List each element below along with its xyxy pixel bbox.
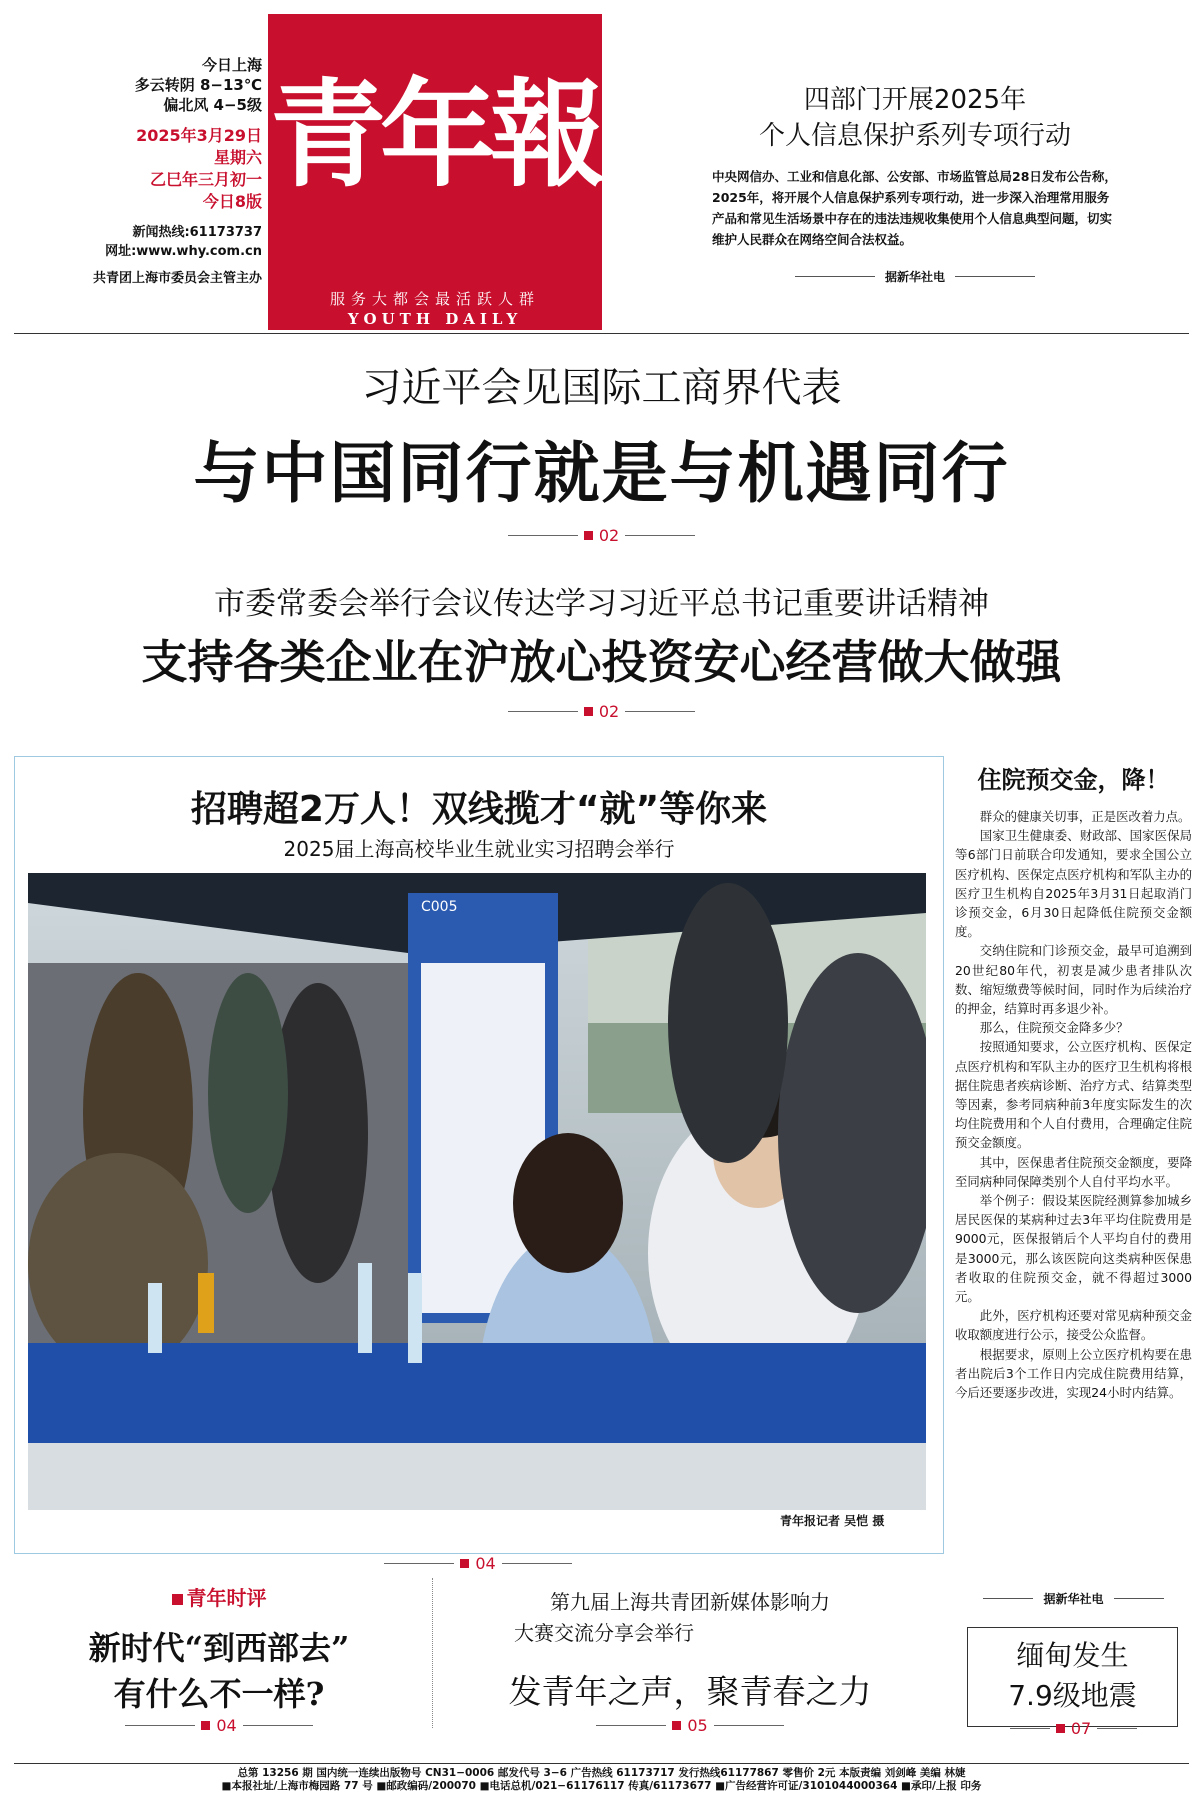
lead-subhead: 习近平会见国际工商界代表 bbox=[361, 365, 842, 411]
weather-city: 今日上海 bbox=[201, 56, 262, 74]
commentary-title-2[interactable]: 有什么不一样? bbox=[113, 1675, 325, 1713]
commentary-column-name: 青年时评 bbox=[186, 1586, 267, 1610]
photo-story-headline[interactable]: 招聘超2万人！双线揽才“就”等你来 bbox=[190, 789, 768, 830]
lunar-date: 乙巳年三月初一 bbox=[149, 170, 262, 189]
sidebar-paragraph: 交纳住院和门诊预交金，最早可追溯到20世纪80年代，初衷是减少患者排队次数、缩短缴费等候时间，同时作为后续治疗的押金，结算时再多退少补。 bbox=[955, 943, 1192, 1017]
sidebar-body bbox=[955, 807, 1192, 1402]
photo-credit: 青年报记者 吴恺 摄 bbox=[780, 1514, 885, 1528]
second-page-ref[interactable] bbox=[0, 702, 1203, 721]
sidebar-paragraph: 此外，医疗机构还要对常见病种预交金收取额度进行公示，接受公众监督。 bbox=[955, 1308, 1192, 1343]
media-story-headline[interactable]: 发青年之声，聚青春之力 bbox=[508, 1672, 872, 1711]
photo-story-subhead: 2025届上海高校毕业生就业实习招聘会举行 bbox=[283, 837, 675, 861]
quake-box[interactable] bbox=[967, 1627, 1178, 1727]
sidebar-title[interactable]: 住院预交金，降！ bbox=[977, 766, 1170, 794]
wind: 偏北风 4−5级 bbox=[163, 96, 262, 114]
commentary-title-1[interactable]: 新时代“到西部去” bbox=[88, 1629, 350, 1667]
column-divider bbox=[432, 1578, 433, 1728]
second-headline[interactable]: 支持各类企业在沪放心投资安心经营做大做强 bbox=[141, 635, 1062, 689]
paper-english-name: YOUTH DAILY bbox=[347, 310, 523, 328]
footer-line-2: ■本报社址/上海市梅园路 77 号 ■邮政编码/200070 ■电话总机/021−61176117 传真/61173677 ■广告经营许可证/3101044000364 ■承印/上报 印务 bbox=[221, 1780, 982, 1792]
sidebar-paragraph: 群众的健康关切事，正是医改着力点。 bbox=[979, 809, 1191, 824]
media-story-page-ref[interactable] bbox=[440, 1716, 940, 1735]
sidebar-paragraph: 其中，医保患者住院预交金额度，要降至同病种同保障类别个人自付平均水平。 bbox=[955, 1154, 1192, 1189]
sidebar-paragraph: 按照通知要求，公立医疗机构、医保定点医疗机构和军队主办的医疗卫生机构将根据住院患者疾病诊断、治疗方式、结算类型等因素，参考同病种前3年度实际发生的次均住院费用和个人自付费用，合理确定住院预交金额度。 bbox=[955, 1039, 1192, 1151]
media-story-block bbox=[440, 1586, 940, 1713]
lead-headline[interactable]: 与中国同行就是与机遇同行 bbox=[193, 435, 1010, 512]
commentary-page-number: 04 bbox=[216, 1716, 237, 1735]
masthead-divider bbox=[14, 333, 1189, 334]
footer-divider bbox=[14, 1763, 1189, 1764]
commentary-column bbox=[14, 1582, 424, 1611]
paper-slogan: 服务大都会最活跃人群 bbox=[329, 290, 540, 308]
sidebar-paragraph: 根据要求，原则上公立医疗机构要在患者出院后3个工作日内完成住院费用结算，今后还要逐步改进，实现24小时内结算。 bbox=[955, 1346, 1192, 1401]
photo-page-ref[interactable] bbox=[14, 1554, 942, 1573]
photo-page-number: 04 bbox=[475, 1554, 496, 1573]
quake-line-1: 缅甸发生 bbox=[1016, 1639, 1129, 1672]
booth-number: C005 bbox=[421, 899, 458, 915]
quake-page-ref[interactable] bbox=[955, 1719, 1192, 1738]
sponsor: 共青团上海市委员会主管主办 bbox=[92, 271, 262, 286]
top-news-headline-2: 个人信息保护系列专项行动 bbox=[758, 121, 1071, 151]
commentary-block bbox=[14, 1582, 424, 1717]
top-news-source: 据新华社电 bbox=[884, 270, 945, 284]
second-subhead: 市委常委会举行会议传达学习习近平总书记重要讲话精神 bbox=[214, 586, 989, 622]
sidebar-paragraph: 举个例子：假设某医院经测算参加城乡居民医保的某病种过去3年平均住院费用是9000元，医保报销后个人平均自付的费用是3000元，那么该医院向这类病种医保患者收取的住院预交金，就不得超过3000元。 bbox=[955, 1193, 1192, 1305]
second-page-number: 02 bbox=[598, 702, 620, 721]
top-news-block bbox=[690, 82, 1140, 285]
sidebar-article bbox=[955, 760, 1192, 1402]
paper-name: 青年報 bbox=[270, 67, 600, 203]
commentary-page-ref[interactable] bbox=[14, 1716, 424, 1735]
media-story-page-number: 05 bbox=[687, 1716, 708, 1735]
weather-condition: 多云转阴 8−13℃ bbox=[134, 76, 262, 94]
job-fair-photo bbox=[28, 873, 926, 1510]
top-news-source-line bbox=[690, 268, 1140, 285]
footer-line-1: 总第 13256 期 国内统一连续出版物号 CN31−0006 邮发代号 3−6 广告热线 61173717 发行热线61177867 零售价 2元 本版责编 刘剑峰 美编 林婕 bbox=[237, 1767, 966, 1779]
quake-page-number: 07 bbox=[1070, 1719, 1092, 1738]
masthead-info bbox=[30, 55, 262, 288]
sidebar-source-line bbox=[955, 1590, 1192, 1607]
website: 网址:www.why.com.cn bbox=[105, 244, 262, 259]
quake-line-2: 7.9级地震 bbox=[1008, 1679, 1137, 1712]
sidebar-paragraph: 那么，住院预交金降多少？ bbox=[979, 1020, 1129, 1036]
media-story-subhead-2: 大赛交流分享会举行 bbox=[514, 1621, 694, 1645]
lead-page-ref[interactable] bbox=[0, 526, 1203, 545]
weekday: 星期六 bbox=[213, 148, 262, 167]
issue-date: 2025年3月29日 bbox=[136, 126, 262, 145]
masthead-logo bbox=[268, 14, 602, 330]
news-hotline: 新闻热线:61173737 bbox=[132, 225, 262, 240]
lead-page-number: 02 bbox=[598, 526, 620, 545]
page-count: 今日8版 bbox=[202, 192, 262, 211]
sidebar-source: 据新华社电 bbox=[1043, 1592, 1104, 1606]
job-fair-photo-scene bbox=[28, 873, 926, 1510]
sidebar-paragraph: 国家卫生健康委、财政部、国家医保局等6部门日前联合印发通知，要求全国公立医疗机构、医保定点医疗机构和军队主办的医疗卫生机构自2025年3月31日起取消门诊预交金，6月30日起降低住院预交金额度。 bbox=[955, 828, 1192, 940]
top-news-body: 中央网信办、工业和信息化部、公安部、市场监管总局28日发布公告称，2025年，将开展个人信息保护系列专项行动，进一步深入治理常用服务产品和常见生活场景中存在的违法违规收集使用个人信息典型问题，切实维护人民群众在网络空间合法权益。 bbox=[712, 169, 1117, 247]
media-story-subhead-1: 第九届上海共青团新媒体影响力 bbox=[550, 1590, 830, 1614]
top-news-headline-1: 四部门开展2025年 bbox=[803, 85, 1027, 115]
